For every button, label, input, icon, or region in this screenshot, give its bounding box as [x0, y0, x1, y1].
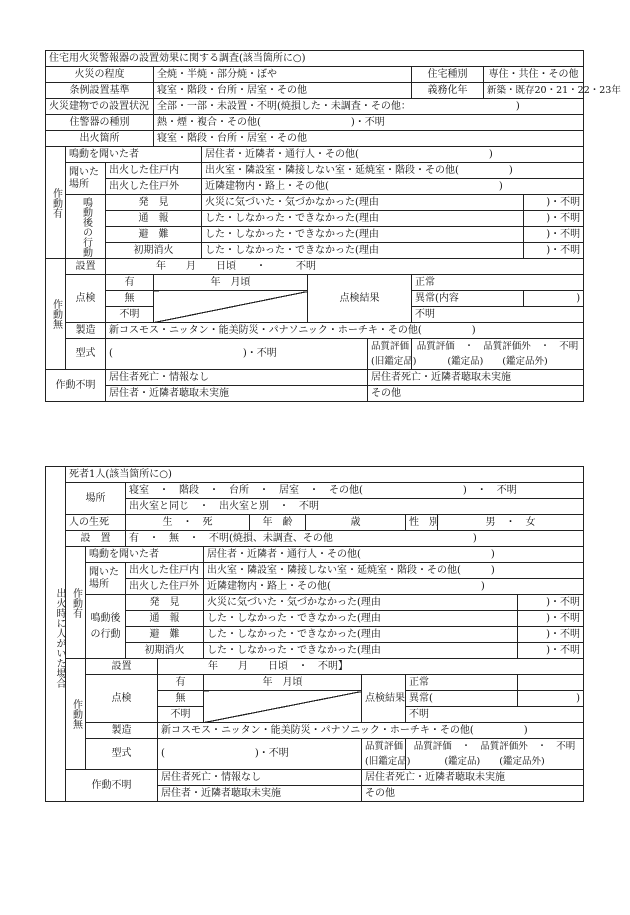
model-field[interactable]: ( )・不明: [106, 339, 368, 370]
behavior-options[interactable]: した・しなかった・できなかった(理由: [202, 243, 524, 259]
inspection-label: 点検: [86, 675, 158, 723]
manufacturer-label: 製造: [86, 723, 158, 739]
activated-side-label: 作動有: [66, 547, 86, 659]
location-options[interactable]: 寝室 ・ 階段 ・ 台所 ・ 居室 ・ その他( ) ・ 不明: [126, 483, 584, 499]
behavior-options[interactable]: した・しなかった・できなかった(理由: [204, 611, 518, 627]
inspection-result-label: 点検結果: [362, 675, 406, 723]
fire-alarm-survey-form: [45, 50, 621, 402]
inside-unit-options[interactable]: 出火室・隣設室・隣接しない室・延焼室・階段・その他( ): [204, 563, 584, 579]
location-label: 場所: [66, 483, 126, 515]
form-title: 住宅用火災警報器の設置効果に関する調査(該当箇所に○): [46, 51, 584, 67]
housing-type-options[interactable]: 専住・共住・その他: [484, 67, 584, 83]
unknown-option-c[interactable]: 居住者・近隣者聴取未実施: [158, 786, 362, 802]
alarm-type-options[interactable]: 熱・煙・複合・その他( )・不明: [154, 115, 584, 131]
model-field[interactable]: ( )・不明: [158, 739, 362, 770]
inspection-date[interactable]: 年 月頃: [154, 275, 308, 291]
ordinance-label: 条例設置基準: [46, 83, 154, 99]
inside-unit-options[interactable]: 出火室・隣設室・隣接しない室・延焼室・階段・その他( ): [202, 163, 584, 179]
behavior-options[interactable]: した・しなかった・できなかった(理由: [204, 627, 518, 643]
ordinance-options[interactable]: 寝室・階段・台所・居室・その他: [154, 83, 412, 99]
unknown-option-d[interactable]: その他: [368, 386, 584, 402]
age-label: 年 齢: [250, 515, 306, 531]
behavior-label: 発 見: [126, 595, 204, 611]
fire-origin-label: 出火箇所: [46, 131, 154, 147]
not-activated-side-label: 作動無: [66, 659, 86, 770]
quality-old-sub: (旧鑑定品): [368, 354, 412, 370]
model-label: 型式: [86, 739, 158, 770]
behavior-label: 初期消火: [126, 643, 204, 659]
outside-unit-options[interactable]: 近隣建物内・路上・その他( ): [202, 179, 584, 195]
behavior-unknown[interactable]: )・不明: [518, 611, 584, 627]
behavior-label: 初期消火: [106, 243, 202, 259]
fire-degree-options[interactable]: 全焼・半焼・部分焼・ぼや: [154, 67, 412, 83]
heard-by-options[interactable]: 居住者・近隣者・通行人・その他( ): [202, 147, 584, 163]
alarm-type-label: 住警器の種別: [46, 115, 154, 131]
inspection-yes[interactable]: 有: [106, 275, 154, 291]
install-date-label: 設置: [86, 659, 158, 675]
heard-place-label: 聞いた場所: [86, 563, 126, 595]
unknown-side-label: 作動不明: [66, 770, 158, 802]
not-activated-side-label: 作動無: [46, 259, 66, 370]
behavior-label: 避 難: [126, 627, 204, 643]
inspection-diagonal: [204, 691, 362, 723]
unknown-side-label: 作動不明: [46, 370, 106, 402]
mandate-year-options[interactable]: 新築・既存20・21・22・23年: [484, 83, 584, 99]
quality-new-sub: (鑑定品) (鑑定品外): [412, 354, 584, 370]
result-abnormal[interactable]: 異常(: [406, 691, 518, 707]
result-normal[interactable]: 正常: [406, 675, 518, 691]
inspection-unknown[interactable]: 不明: [158, 707, 204, 723]
room-relation-options[interactable]: 出火室と同じ ・ 出火室と別 ・ 不明: [126, 499, 584, 515]
behavior-unknown[interactable]: )・不明: [518, 595, 584, 611]
behavior-unknown[interactable]: )・不明: [518, 627, 584, 643]
behavior-label: 避 難: [106, 227, 202, 243]
model-label: 型式: [66, 339, 106, 370]
quality-new-label[interactable]: 品質評価 ・ 品質評価外 ・ 不明: [412, 339, 584, 355]
install-options[interactable]: 有 ・ 無 ・ 不明(焼損、未調査、その他 ): [126, 531, 584, 547]
install-status-label: 火災建物での設置状況: [46, 99, 154, 115]
inspection-no[interactable]: 無: [158, 691, 204, 707]
result-normal[interactable]: 正常: [412, 275, 584, 291]
inspection-no[interactable]: 無: [106, 291, 154, 307]
mandate-year-label: 義務化年: [412, 83, 484, 99]
result-normal-pad: [518, 675, 584, 691]
install-status-options[interactable]: 全部・一部・未設置・不明(焼損した・未調査・その他： ): [154, 99, 584, 115]
behavior-label: 通 報: [126, 611, 204, 627]
behavior-options[interactable]: 火災に気づいた・気づかなかった(理由: [204, 595, 518, 611]
behavior-unknown[interactable]: )・不明: [524, 195, 584, 211]
result-unknown[interactable]: 不明: [412, 307, 584, 323]
heard-by-label: 鳴動を聞いた者: [66, 147, 202, 163]
life-label: 人の生死: [66, 515, 126, 531]
unknown-option-d[interactable]: その他: [362, 786, 584, 802]
quality-old-label[interactable]: 品質評価: [362, 739, 406, 755]
outside-unit-label: 出火した住戸外: [126, 579, 204, 595]
behavior-unknown[interactable]: )・不明: [524, 211, 584, 227]
inspection-unknown[interactable]: 不明: [106, 307, 154, 323]
inspection-date[interactable]: 年 月頃: [204, 675, 362, 691]
behavior-options[interactable]: 火災に気づいた・気づかなかった(理由: [202, 195, 524, 211]
fire-degree-label: 火災の程度: [46, 67, 154, 83]
unknown-option-b[interactable]: 居住者死亡・近隣者聴取未実施: [362, 770, 584, 786]
install-date-field[interactable]: 年 月 日頃 ・ 不明】: [158, 659, 584, 675]
persons-present-form: [45, 466, 583, 802]
install-date-field[interactable]: 年 月 日頃 ・ 不明: [106, 259, 584, 275]
unknown-option-a[interactable]: 居住者死亡・情報なし: [106, 370, 368, 386]
after-alarm-label: 鳴動後の行動: [66, 195, 106, 259]
result-unknown[interactable]: 不明: [406, 707, 584, 723]
heard-by-options[interactable]: 居住者・近隣者・通行人・その他( ): [204, 547, 584, 563]
manufacturer-options[interactable]: 新コスモス・ニッタン・能美防災・パナソニック・ホーチキ・その他( ): [106, 323, 584, 339]
quality-old-sub: (旧鑑定品): [362, 754, 406, 770]
age-unit[interactable]: 歳: [306, 515, 406, 531]
behavior-unknown[interactable]: )・不明: [524, 243, 584, 259]
heard-by-label: 鳴動を聞いた者: [86, 547, 204, 563]
sex-label: 性 別: [406, 515, 438, 531]
sex-options[interactable]: 男 ・ 女: [438, 515, 584, 531]
life-options[interactable]: 生 ・ 死: [126, 515, 250, 531]
inside-unit-label: 出火した住戸内: [126, 563, 204, 579]
behavior-unknown[interactable]: )・不明: [518, 643, 584, 659]
quality-new-sub: (鑑定品) (鑑定品外): [406, 754, 584, 770]
unknown-option-a[interactable]: 居住者死亡・情報なし: [158, 770, 362, 786]
outside-unit-options[interactable]: 近隣建物内・路上・その他( ): [204, 579, 584, 595]
manufacturer-label: 製造: [66, 323, 106, 339]
result-abnormal-close: ): [518, 691, 584, 707]
behavior-label: 発 見: [106, 195, 202, 211]
manufacturer-options[interactable]: 新コスモス・ニッタン・能美防災・パナソニック・ホーチキ・その他( ): [158, 723, 584, 739]
quality-old-label[interactable]: 品質評価: [368, 339, 412, 355]
form-title: 死者1人(該当箇所に○): [66, 467, 584, 483]
inspection-result-label: 点検結果: [308, 275, 412, 323]
unknown-option-b[interactable]: 居住者死亡・近隣者聴取未実施: [368, 370, 584, 386]
behavior-options[interactable]: した・しなかった・できなかった(理由: [202, 211, 524, 227]
result-abnormal[interactable]: 異常(内容: [412, 291, 524, 307]
inspection-yes[interactable]: 有: [158, 675, 204, 691]
outside-unit-label: 出火した住戸外: [106, 179, 202, 195]
heard-place-label: 聞いた場所: [66, 163, 106, 195]
quality-new-label[interactable]: 品質評価 ・ 品質評価外 ・ 不明: [406, 739, 584, 755]
unknown-option-c[interactable]: 居住者・近隣者聴取未実施: [106, 386, 368, 402]
behavior-label: 通 報: [106, 211, 202, 227]
inside-unit-label: 出火した住戸内: [106, 163, 202, 179]
activated-side-label: 作動有: [46, 147, 66, 259]
result-abnormal-close: ): [524, 291, 584, 307]
behavior-unknown[interactable]: )・不明: [524, 227, 584, 243]
install-label: 設 置: [66, 531, 126, 547]
inspection-label: 点検: [66, 275, 106, 323]
after-alarm-label: 鳴動後の行動: [86, 595, 126, 659]
housing-type-label: 住宅種別: [412, 67, 484, 83]
behavior-options[interactable]: した・しなかった・できなかった(理由: [202, 227, 524, 243]
install-date-label: 設置: [66, 259, 106, 275]
fire-origin-options[interactable]: 寝室・階段・台所・居室・その他: [154, 131, 584, 147]
persons-present-side-label: 出火時に人がいた場合: [46, 467, 66, 802]
inspection-diagonal: [154, 291, 308, 323]
behavior-options[interactable]: した・しなかった・できなかった(理由: [204, 643, 518, 659]
